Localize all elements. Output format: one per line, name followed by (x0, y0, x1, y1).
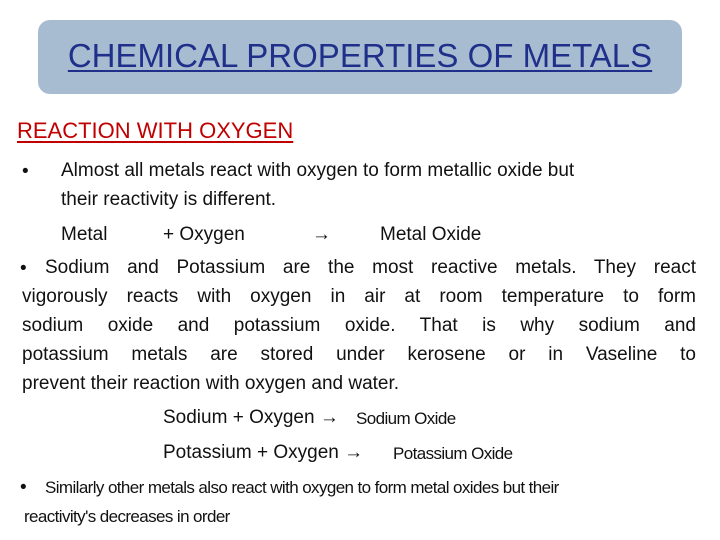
bullet-marker: • (20, 258, 27, 279)
bullet3-line2: reactivity's decreases in order (24, 507, 230, 526)
bullet2-line5: prevent their reaction with oxygen and water. (22, 373, 400, 394)
equation3-left: Potassium + Oxygen → (163, 442, 364, 463)
bullet2-line4: potassium metals are stored under kerosene or in Vaseline to (22, 344, 696, 365)
bullet-marker: • (20, 477, 27, 498)
equation2-right: Sodium Oxide (356, 409, 456, 428)
bullet1-line1: Almost all metals react with oxygen to form metallic oxide but (61, 160, 575, 181)
equation1-reactant1: Metal (61, 224, 108, 245)
equation2-left: Sodium + Oxygen → (163, 407, 339, 428)
section-heading: REACTION WITH OXYGEN (17, 118, 294, 143)
equation1-arrow: → (312, 224, 331, 245)
page-title: CHEMICAL PROPERTIES OF METALS (67, 37, 653, 74)
bullet2-line1: Sodium and Potassium are the most reactive metals. They react (45, 257, 696, 278)
equation1-reactant2: + Oxygen (163, 224, 245, 245)
bullet2-line2: vigorously reacts with oxygen in air at room temperature to form (22, 286, 696, 307)
bullet-marker: • (22, 161, 29, 182)
bullet1-line2: their reactivity is different. (61, 189, 277, 210)
equation1-product: Metal Oxide (380, 224, 482, 245)
bullet3-line1: Similarly other metals also react with oxygen to form metal oxides but their (45, 478, 559, 497)
bullet2-line3: sodium oxide and potassium oxide. That is why sodium and (22, 315, 696, 336)
equation3-right: Potassium Oxide (393, 444, 513, 463)
title-banner (38, 20, 682, 94)
